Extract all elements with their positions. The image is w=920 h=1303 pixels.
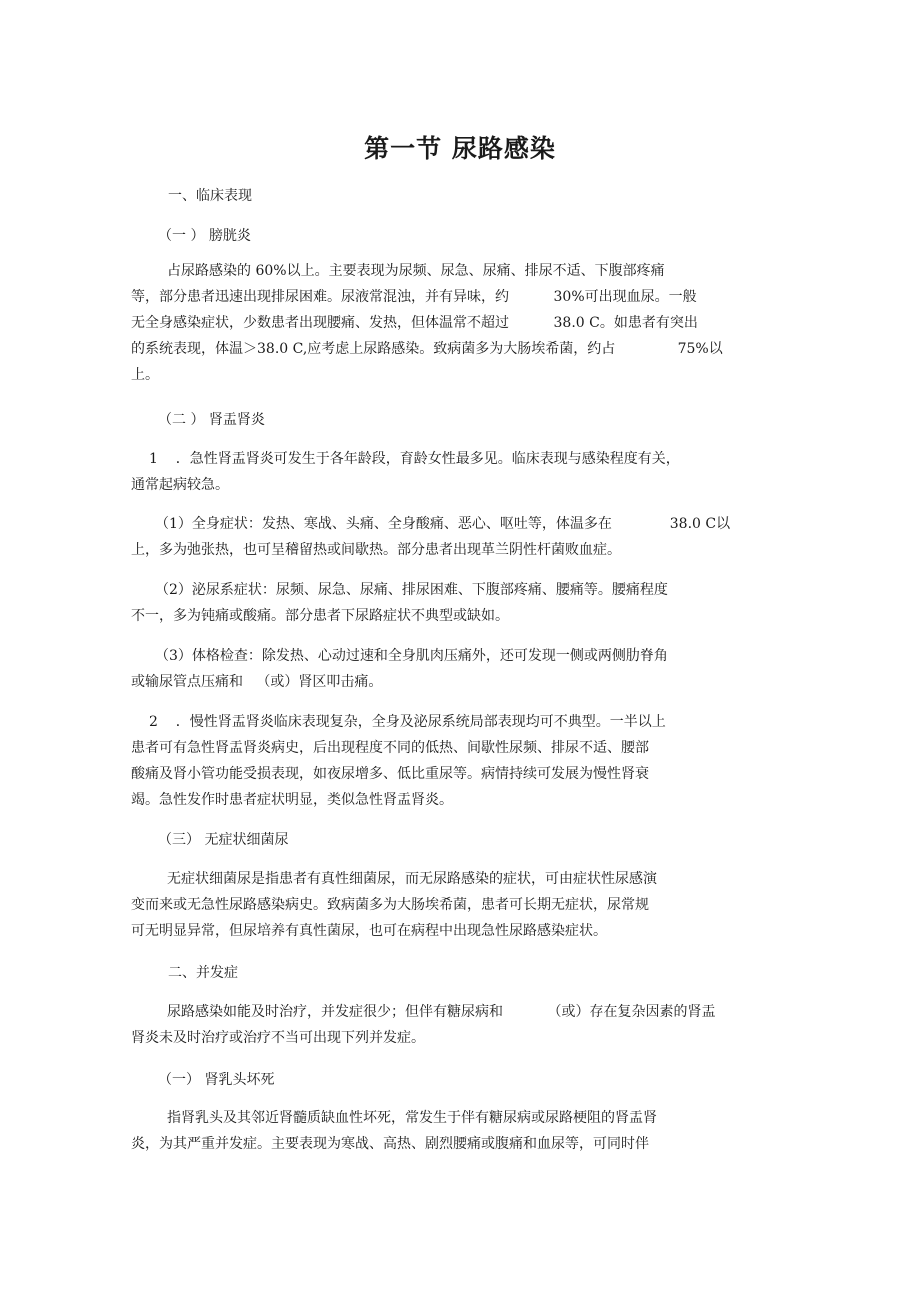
text-line: 无症状细菌尿是指患者有真性细菌尿，而无尿路感染的症状，可由症状性尿感演: [167, 871, 657, 887]
paragraph-systemic-symptoms: [131, 511, 766, 563]
paragraph-acute-pyelonephritis: [131, 446, 766, 498]
text-line: 患者可有急性肾盂肾炎病史，后出现程度不同的低热、间歇性尿频、排尿不适、腰部: [131, 740, 649, 756]
text-line: 肾炎未及时治疗或治疗不当可出现下列并发症。: [131, 1030, 425, 1046]
text-line: 或输尿管点压痛和 （或）肾区叩击痛。: [131, 674, 383, 690]
text-line: 无全身感染症状，少数患者出现腰痛、发热，但体温常不超过 38.0 C。如患者有突出: [131, 315, 698, 331]
subheading-asymptomatic-bacteriuria: （三） 无症状细菌尿: [158, 832, 289, 848]
text-line: 不一，多为钝痛或酸痛。部分患者下尿路症状不典型或缺如。: [131, 608, 509, 624]
text-line: 可无明显异常，但尿培养有真性菌尿，也可在病程中出现急性尿路感染症状。: [131, 923, 607, 939]
paragraph-urinary-symptoms: [131, 577, 766, 629]
paragraph-papillary-necrosis: [131, 1105, 766, 1157]
text-line: 酸痛及肾小管功能受损表现，如夜尿增多、低比重尿等。病情持续可发展为慢性肾衰: [131, 766, 649, 782]
paragraph-physical-exam: [131, 643, 766, 695]
text-line: 占尿路感染的 60%以上。主要表现为尿频、尿急、尿痛、排尿不适、下腹部疼痛: [167, 263, 665, 279]
text-line: 通常起病较急。: [131, 477, 229, 493]
text-line: （3）体格检查：除发热、心动过速和全身肌肉压痛外，还可发现一侧或两侧肋脊角: [155, 648, 668, 664]
text-line: 炎，为其严重并发症。主要表现为寒战、高热、剧烈腰痛或腹痛和血尿等，可同时伴: [131, 1136, 649, 1152]
paragraph-cystitis: [131, 258, 766, 388]
section-heading-complications: 二、并发症: [168, 965, 238, 981]
text-line: 尿路感染如能及时治疗，并发症很少；但伴有糖尿病和 （或）存在复杂因素的肾盂: [167, 1004, 716, 1020]
subheading-cystitis: （一 ） 膀胱炎: [158, 228, 251, 244]
page-title: 第一节 尿路感染: [364, 134, 556, 163]
text-line: 上。: [131, 367, 159, 383]
subheading-papillary-necrosis: （一） 肾乳头坏死: [158, 1072, 275, 1088]
subheading-pyelonephritis: （二 ） 肾盂肾炎: [158, 412, 265, 428]
text-line: 竭。急性发作时患者症状明显，类似急性肾盂肾炎。: [131, 792, 453, 808]
paragraph-chronic-pyelonephritis: [131, 709, 766, 813]
section-heading-clinical: 一、临床表现: [168, 188, 252, 204]
paragraph-asymptomatic-bacteriuria: [131, 866, 766, 944]
text-line: 1 ．急性肾盂肾炎可发生于各年龄段，育龄女性最多见。临床表现与感染程度有关，: [149, 451, 680, 467]
text-line: （1）全身症状：发热、寒战、头痛、全身酸痛、恶心、呕吐等，体温多在 38.0 C以: [155, 516, 731, 532]
text-line: 上，多为弛张热，也可呈稽留热或间歇热。部分患者出现革兰阴性杆菌败血症。: [131, 542, 621, 558]
text-line: （2）泌尿系症状：尿频、尿急、尿痛、排尿困难、下腹部疼痛、腰痛等。腰痛程度: [155, 582, 668, 598]
paragraph-complications: [131, 999, 766, 1051]
text-line: 指肾乳头及其邻近肾髓质缺血性坏死，常发生于伴有糖尿病或尿路梗阻的肾盂肾: [167, 1110, 657, 1126]
text-line: 的系统表现，体温＞38.0 C,应考虑上尿路感染。致病菌多为大肠埃希菌，约占 75%以: [131, 341, 723, 357]
text-line: 等，部分患者迅速出现排尿困难。尿液常混浊，并有异味，约 30%可出现血尿。一般: [131, 289, 697, 305]
text-line: 2 ．慢性肾盂肾炎临床表现复杂，全身及泌尿系统局部表现均可不典型。一半以上: [149, 714, 666, 730]
text-line: 变而来或无急性尿路感染病史。致病菌多为大肠埃希菌，患者可长期无症状，尿常规: [131, 897, 649, 913]
